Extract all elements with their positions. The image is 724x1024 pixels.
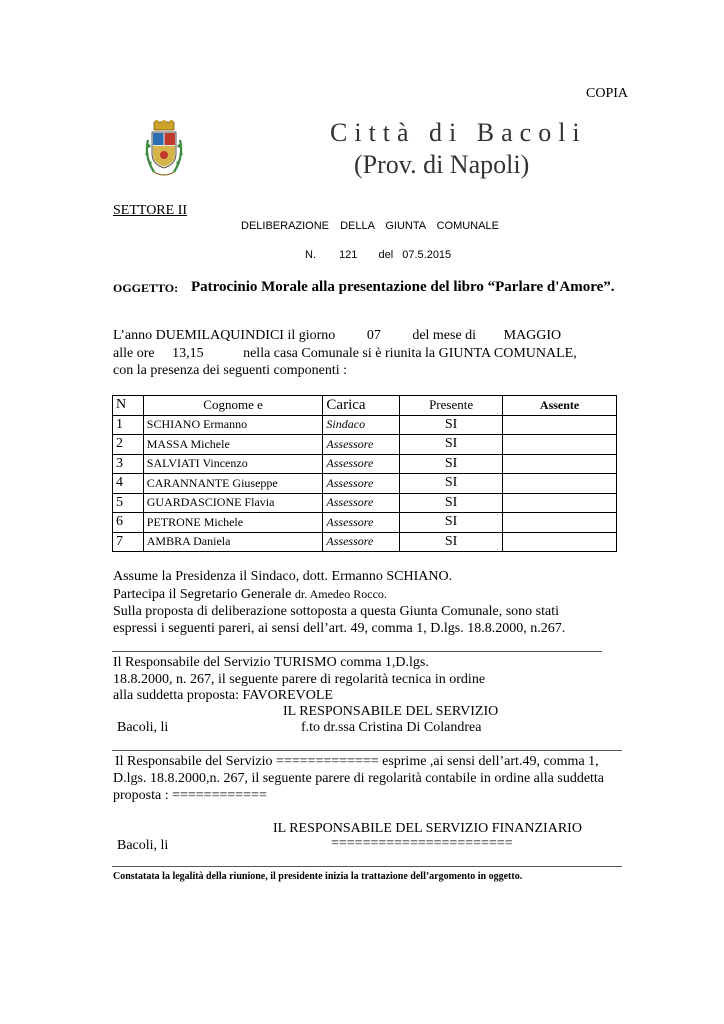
day-value: 07 [366,328,381,343]
technical-place: Bacoli, li [117,720,169,735]
technical-opinion-line-2: 18.8.2000, n. 267, il seguente parere di regolarità tecnica in ordine [113,672,486,687]
header-presente: Presente [400,396,503,416]
table-row [113,532,617,552]
table-row [113,513,617,533]
technical-signature: f.to dr.ssa Cristina Di Colandrea [301,720,482,735]
secretary-text [113,587,387,603]
hour-label: alle ore [113,346,155,361]
deliberation-number [305,249,451,261]
member-present: SI [400,493,503,513]
copy-label: COPIA [586,86,629,101]
secretary-label: Partecipa il Segretario Generale [113,587,295,602]
member-absent [503,493,617,513]
member-absent [503,513,617,533]
separator-3 [112,866,622,867]
member-role: Assessore [323,513,400,533]
member-absent [503,474,617,494]
member-role: Assessore [323,532,400,552]
day-label: il giorno [287,328,336,343]
subject-label: OGGETTO: [113,281,179,295]
coat-of-arms-icon [140,120,188,182]
province-title: (Prov. di Napoli) [354,150,530,179]
member-present: SI [400,532,503,552]
accounting-signature: ======================= [331,836,513,851]
member-absent [503,435,617,455]
accounting-opinion-line-2: D.lgs. 18.8.2000,n. 267, il seguente parere di regolarità contabile in ordine alla suddetta [113,771,605,786]
separator-1 [112,651,602,652]
member-absent [503,454,617,474]
separator-2 [112,750,622,751]
meeting-place-text: nella casa Comunale si è riunita la GIUNTA COMUNALE, [243,346,577,361]
header-assente: Assente [503,396,617,416]
year-label: L’anno [113,328,153,343]
member-role: Sindaco [323,415,400,435]
table-row [113,454,617,474]
intro-line-1 [113,328,561,344]
presidency-text: Assume la Presidenza il Sindaco, dott. Ermanno SCHIANO. [113,569,453,584]
header-cognome: Cognome e [143,396,323,416]
year-value: DUEMILAQUINDICI [155,328,284,343]
technical-responsible-title: IL RESPONSABILE DEL SERVIZIO [283,704,499,719]
member-present: SI [400,454,503,474]
technical-opinion-line-3: alla suddetta proposta: FAVOREVOLE [113,688,333,703]
accounting-place: Bacoli, li [117,838,169,853]
member-role: Assessore [323,474,400,494]
members-table [112,395,617,552]
member-number: 3 [113,454,144,474]
member-role: Assessore [323,454,400,474]
month-label: del mese di [412,328,477,343]
city-title: Città di Bacoli [330,118,587,147]
date-value: 07.5.2015 [402,249,452,261]
member-present: SI [400,513,503,533]
member-role: Assessore [323,435,400,455]
proposal-line-2: espressi i seguenti pareri, ai sensi dell’art. 49, comma 1, D.lgs. 18.8.2000, n.267. [113,621,566,636]
member-name: CARANNANTE Giuseppe [143,474,323,494]
member-number: 4 [113,474,144,494]
proposal-line-1: Sulla proposta di deliberazione sottoposta a questa Giunta Comunale, sono stati [113,604,559,619]
table-row [113,493,617,513]
subject-text: Patrocinio Morale alla presentazione del libro “Parlare d'Amore”. [191,279,615,295]
member-present: SI [400,474,503,494]
header-carica: Carica [323,396,400,416]
member-number: 2 [113,435,144,455]
member-absent [503,415,617,435]
deliberation-heading: DELIBERAZIONE DELLA GIUNTA COMUNALE [241,220,499,232]
technical-opinion-line-1: Il Responsabile del Servizio TURISMO comma 1,D.lgs. [113,655,429,670]
member-number: 5 [113,493,144,513]
hour-value: 13,15 [172,346,204,361]
member-name: SCHIANO Ermanno [143,415,323,435]
intro-line-2 [113,346,577,362]
member-present: SI [400,435,503,455]
table-row [113,415,617,435]
header-n: N [113,396,144,416]
member-role: Assessore [323,493,400,513]
table-row [113,435,617,455]
footer-note: Constatata la legalità della riunione, il presidente inizia la trattazione dell’argomento in oggetto. [113,871,523,882]
member-absent [503,532,617,552]
member-name: PETRONE Michele [143,513,323,533]
member-name: AMBRA Daniela [143,532,323,552]
month-value: MAGGIO [503,328,562,343]
accounting-opinion-line-3: proposta : ============ [113,788,267,803]
date-label: del [378,249,394,261]
secretary-name: dr. Amedeo Rocco. [294,587,387,601]
number-label: N. [305,249,316,261]
accounting-opinion-line-1: Il Responsabile del Servizio ============= esprime ,ai sensi dell’art.49, comma 1, [115,754,599,769]
member-name: SALVIATI Vincenzo [143,454,323,474]
table-row [113,474,617,494]
member-name: MASSA Michele [143,435,323,455]
member-number: 6 [113,513,144,533]
table-header-row [113,396,617,416]
member-number: 7 [113,532,144,552]
member-present: SI [400,415,503,435]
presence-text: con la presenza dei seguenti componenti : [113,363,348,378]
financial-responsible-title: IL RESPONSABILE DEL SERVIZIO FINANZIARIO [273,821,582,836]
settore-label: SETTORE II [113,203,188,218]
number-value: 121 [339,249,358,261]
member-number: 1 [113,415,144,435]
member-name: GUARDASCIONE Flavia [143,493,323,513]
